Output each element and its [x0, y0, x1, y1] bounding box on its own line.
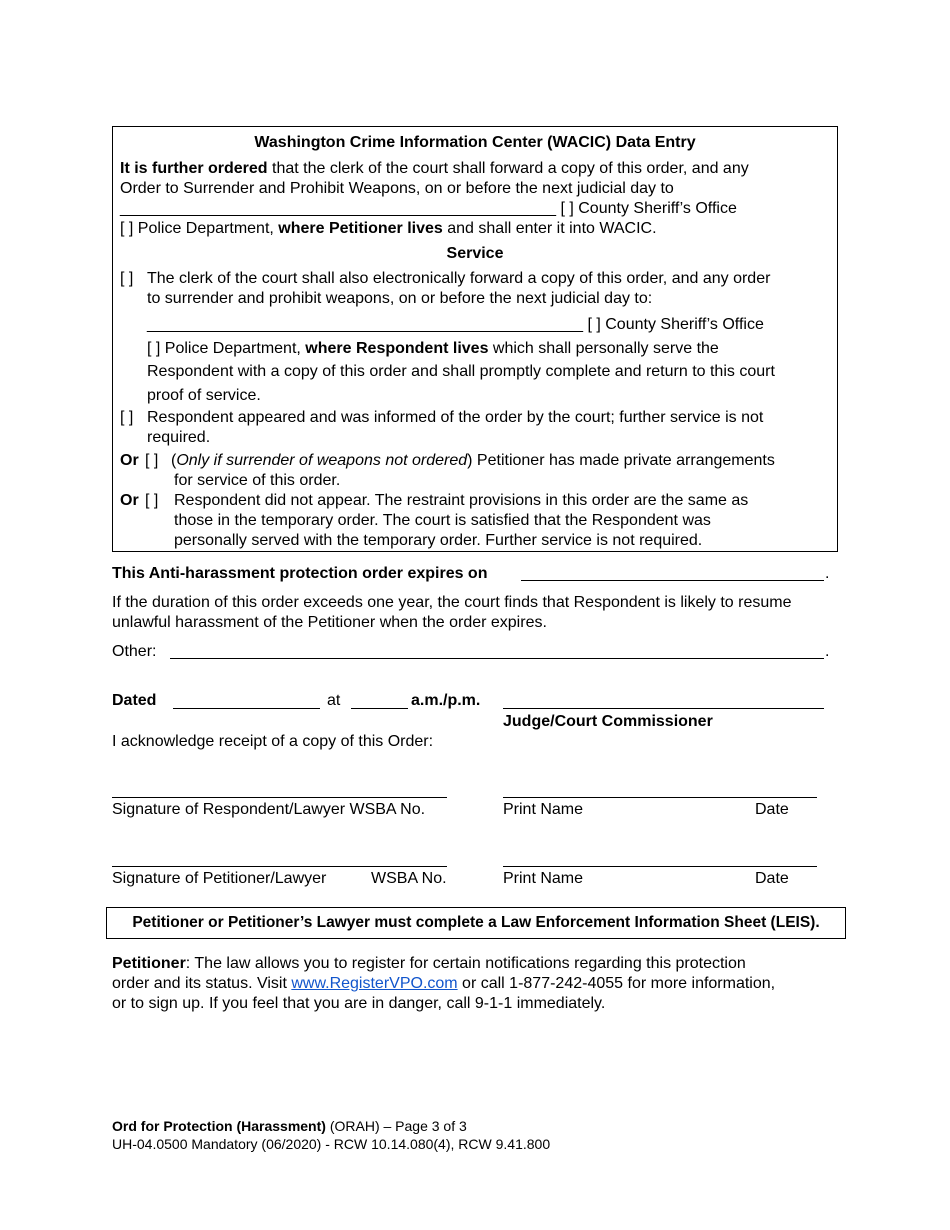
wacic-sheriff-line[interactable]: _________________________________________________ [ ] County Sheriff’s Office — [120, 200, 737, 217]
other-period: . — [825, 643, 830, 660]
service-opt4-line3: personally served with the temporary order. Further service is not required. — [174, 532, 703, 549]
duration-line2: unlawful harassment of the Petitioner when the order expires. — [112, 614, 547, 631]
acknowledge-text: I acknowledge receipt of a copy of this Order: — [112, 733, 434, 750]
respondent-signature-label: Signature of Respondent/Lawyer WSBA No. — [112, 801, 426, 818]
petitioner-signature-label: Signature of Petitioner/Lawyer — [112, 870, 327, 887]
service-opt3-or: Or — [120, 452, 139, 469]
other-field[interactable] — [170, 658, 824, 659]
service-police-line1[interactable] — [147, 339, 719, 359]
duration-line1: If the duration of this order exceeds one year, the court finds that Respondent is likely to resume — [112, 594, 792, 611]
petitioner-note-line2 — [112, 974, 775, 994]
respondent-date-label: Date — [755, 801, 789, 818]
service-opt3-checkbox[interactable]: [ ] — [145, 452, 159, 469]
further-ordered-text: that the clerk of the court shall forward a copy of this order, and any — [267, 160, 749, 177]
service-opt4-line1: Respondent did not appear. The restraint provisions in this order are the same as — [174, 492, 749, 509]
service-heading: Service — [446, 245, 504, 262]
footer-form-number: UH-04.0500 Mandatory (06/2020) - RCW 10.14.080(4), RCW 9.41.800 — [112, 1136, 551, 1152]
service-police-line2: Respondent with a copy of this order and shall promptly complete and return to this court — [147, 363, 775, 380]
wacic-police-line[interactable] — [120, 219, 657, 239]
expires-label: This Anti-harassment protection order expires on — [112, 565, 488, 582]
petitioner-note-line2-prefix: order and its status. Visit — [112, 975, 292, 992]
register-vpo-link[interactable]: www.RegisterVPO.com — [291, 975, 458, 992]
service-opt4-checkbox[interactable]: [ ] — [145, 492, 159, 509]
service-opt3-italic: Only if surrender of weapons not ordered — [176, 452, 468, 469]
petitioner-date-label: Date — [755, 870, 789, 887]
service-opt2-line1: Respondent appeared and was informed of the order by the court; further service is not — [147, 409, 764, 426]
other-label: Other: — [112, 643, 157, 660]
petitioner-signature-line[interactable] — [112, 866, 447, 867]
footer-title — [112, 1117, 467, 1135]
leis-notice: Petitioner or Petitioner’s Lawyer must complete a Law Enforcement Information Sheet (LEIS). — [106, 907, 846, 939]
dated-label: Dated — [112, 692, 157, 709]
further-ordered-line1 — [120, 159, 749, 179]
service-opt3-rest: ) Petitioner has made private arrangements — [467, 452, 775, 469]
further-ordered-line2: Order to Surrender and Prohibit Weapons, on or before the next judicial day to — [120, 180, 674, 197]
petitioner-note-bold: Petitioner — [112, 955, 186, 972]
service-police-prefix: [ ] Police Department, — [147, 340, 306, 357]
respondent-print-name-label: Print Name — [503, 801, 584, 818]
service-opt3-line1 — [171, 451, 775, 471]
time-field[interactable] — [351, 708, 408, 709]
service-opt1-line1: The clerk of the court shall also electronically forward a copy of this order, and any order — [147, 270, 771, 287]
service-opt4-or: Or — [120, 492, 139, 509]
footer-title-bold: Ord for Protection (Harassment) — [112, 1118, 326, 1134]
service-opt2-checkbox[interactable]: [ ] — [120, 409, 134, 426]
expires-period: . — [825, 565, 830, 582]
footer-title-rest: (ORAH) – Page 3 of 3 — [325, 1118, 467, 1134]
wacic-police-prefix: [ ] Police Department, — [120, 220, 279, 237]
judge-label: Judge/Court Commissioner — [503, 713, 713, 730]
petitioner-wsba-label: WSBA No. — [371, 870, 447, 887]
wacic-police-bold: where Petitioner lives — [278, 220, 443, 237]
wacic-title: Washington Crime Information Center (WACIC) Data Entry — [254, 134, 696, 151]
expires-date-field[interactable] — [521, 580, 824, 581]
service-opt3-line2: for service of this order. — [174, 472, 341, 489]
service-opt2-line2: required. — [147, 429, 211, 446]
petitioner-print-name-label: Print Name — [503, 870, 584, 887]
petitioner-note-line3: or to sign up. If you feel that you are in danger, call 9-1-1 immediately. — [112, 995, 606, 1012]
petitioner-note-line1 — [112, 954, 746, 974]
judge-signature-line[interactable] — [503, 708, 824, 709]
petitioner-print-name-line[interactable] — [503, 866, 817, 867]
petitioner-note-line1-text: : The law allows you to register for certain notifications regarding this protection — [185, 955, 746, 972]
further-ordered-bold: It is further ordered — [120, 160, 268, 177]
wacic-police-rest: and shall enter it into WACIC. — [442, 220, 657, 237]
service-opt4-line2: those in the temporary order. The court is satisfied that the Respondent was — [174, 512, 711, 529]
respondent-print-name-line[interactable] — [503, 797, 817, 798]
service-police-rest: which shall personally serve the — [488, 340, 719, 357]
ampm-label: a.m./p.m. — [411, 692, 481, 709]
respondent-signature-line[interactable] — [112, 797, 447, 798]
service-police-line3: proof of service. — [147, 387, 261, 404]
service-opt1-checkbox[interactable]: [ ] — [120, 270, 134, 287]
service-opt3-paren: ( — [171, 452, 177, 469]
service-sheriff-line[interactable]: _________________________________________________ [ ] County Sheriff’s Office — [147, 316, 764, 333]
petitioner-note-line2-rest: or call 1-877-242-4055 for more information, — [457, 975, 776, 992]
dated-field[interactable] — [173, 708, 320, 709]
service-opt1-line2: to surrender and prohibit weapons, on or before the next judicial day to: — [147, 290, 653, 307]
service-police-bold: where Respondent lives — [305, 340, 489, 357]
at-label: at — [327, 692, 341, 709]
